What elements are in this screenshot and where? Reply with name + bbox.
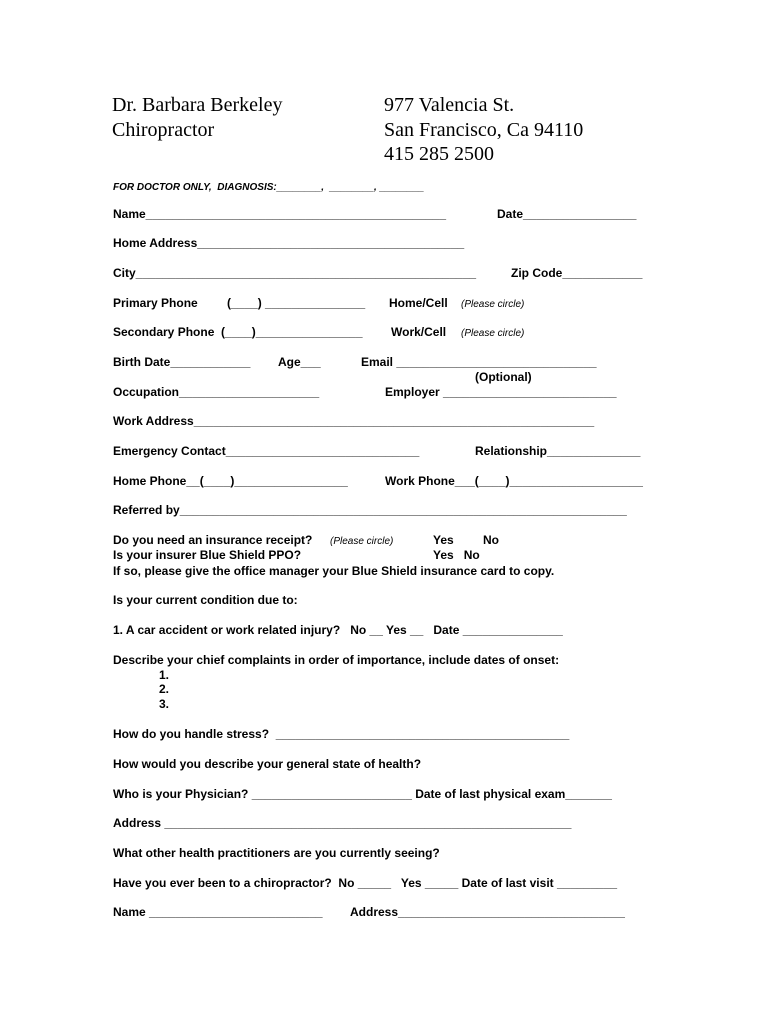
optional-note: (Optional) (475, 370, 532, 384)
please-circle-note: (Please circle) (330, 536, 394, 547)
please-circle-note: (Please circle) (461, 328, 525, 339)
home-cell-option[interactable]: Home/Cell (389, 296, 448, 310)
insurance-yes-option[interactable]: Yes (433, 533, 454, 547)
previous-chiro-name-field[interactable]: Name __________________________ (113, 905, 323, 919)
primary-phone-field[interactable]: (____) _______________ (227, 296, 366, 310)
doctor-title: Chiropractor (112, 119, 215, 141)
insurance-question: Do you need an insurance receipt? (113, 533, 313, 547)
occupation-field[interactable]: Occupation_____________________ (113, 385, 320, 399)
name-field[interactable]: Name_____________________________________________ (113, 207, 447, 221)
health-question: How would you describe your general state of health? (113, 757, 422, 771)
complaint-item[interactable]: 3. (159, 697, 170, 711)
work-cell-option[interactable]: Work/Cell (391, 325, 447, 339)
secondary-phone-field[interactable]: Secondary Phone (____)________________ (113, 325, 363, 339)
work-address-field[interactable]: Work Address____________________________________________________________ (113, 414, 595, 428)
physician-question[interactable]: Who is your Physician? ________________________ Date of last physical exam_______ (113, 787, 612, 801)
previous-chiro-address-field[interactable]: Address__________________________________ (350, 905, 625, 919)
email-field[interactable]: Email ______________________________ (361, 355, 597, 369)
home-address-field[interactable]: Home Address________________________________________ (113, 236, 465, 250)
office-city: San Francisco, Ca 94110 (384, 119, 584, 141)
employer-field[interactable]: Employer __________________________ (385, 385, 617, 399)
blue-shield-yes-no[interactable]: Yes No (433, 548, 480, 562)
practitioners-question: What other health practitioners are you currently seeing? (113, 846, 440, 860)
birth-date-field[interactable]: Birth Date____________ (113, 355, 251, 369)
stress-question[interactable]: How do you handle stress? ____________________________________________ (113, 727, 570, 741)
blue-shield-note: If so, please give the office manager your Blue Shield insurance card to copy. (113, 564, 555, 578)
date-field[interactable]: Date_________________ (497, 207, 637, 221)
accident-question[interactable]: 1. A car accident or work related injury? No __ Yes __ Date _______________ (113, 623, 563, 637)
complaints-question: Describe your chief complaints in order of importance, include dates of onset: (113, 653, 560, 667)
office-street: 977 Valencia St. (384, 94, 515, 116)
blue-shield-question: Is your insurer Blue Shield PPO? (113, 548, 302, 562)
zip-code-field[interactable]: Zip Code____________ (511, 266, 643, 280)
complaint-item[interactable]: 1. (159, 668, 170, 682)
city-field[interactable]: City___________________________________________________ (113, 266, 477, 280)
doctor-name: Dr. Barbara Berkeley (112, 94, 283, 116)
condition-question: Is your current condition due to: (113, 593, 298, 607)
complaint-item[interactable]: 2. (159, 682, 170, 696)
work-phone-field[interactable]: Work Phone___(____)____________________ (385, 474, 643, 488)
please-circle-note: (Please circle) (461, 299, 525, 310)
chiropractor-question[interactable]: Have you ever been to a chiropractor? No _____ Yes _____ Date of last visit _________ (113, 876, 618, 890)
emergency-contact-field[interactable]: Emergency Contact_____________________________ (113, 444, 420, 458)
age-field[interactable]: Age___ (278, 355, 321, 369)
relationship-field[interactable]: Relationship______________ (475, 444, 641, 458)
referred-by-field[interactable]: Referred by___________________________________________________________________ (113, 503, 627, 517)
home-phone-field[interactable]: Home Phone__(____)_________________ (113, 474, 348, 488)
diagnosis-line[interactable]: FOR DOCTOR ONLY, DIAGNOSIS:________, ________, ________ (113, 182, 425, 193)
primary-phone-label: Primary Phone (113, 296, 198, 310)
physician-address-field[interactable]: Address _____________________________________________________________ (113, 816, 572, 830)
insurance-no-option[interactable]: No (483, 533, 499, 547)
office-phone: 415 285 2500 (384, 143, 494, 165)
